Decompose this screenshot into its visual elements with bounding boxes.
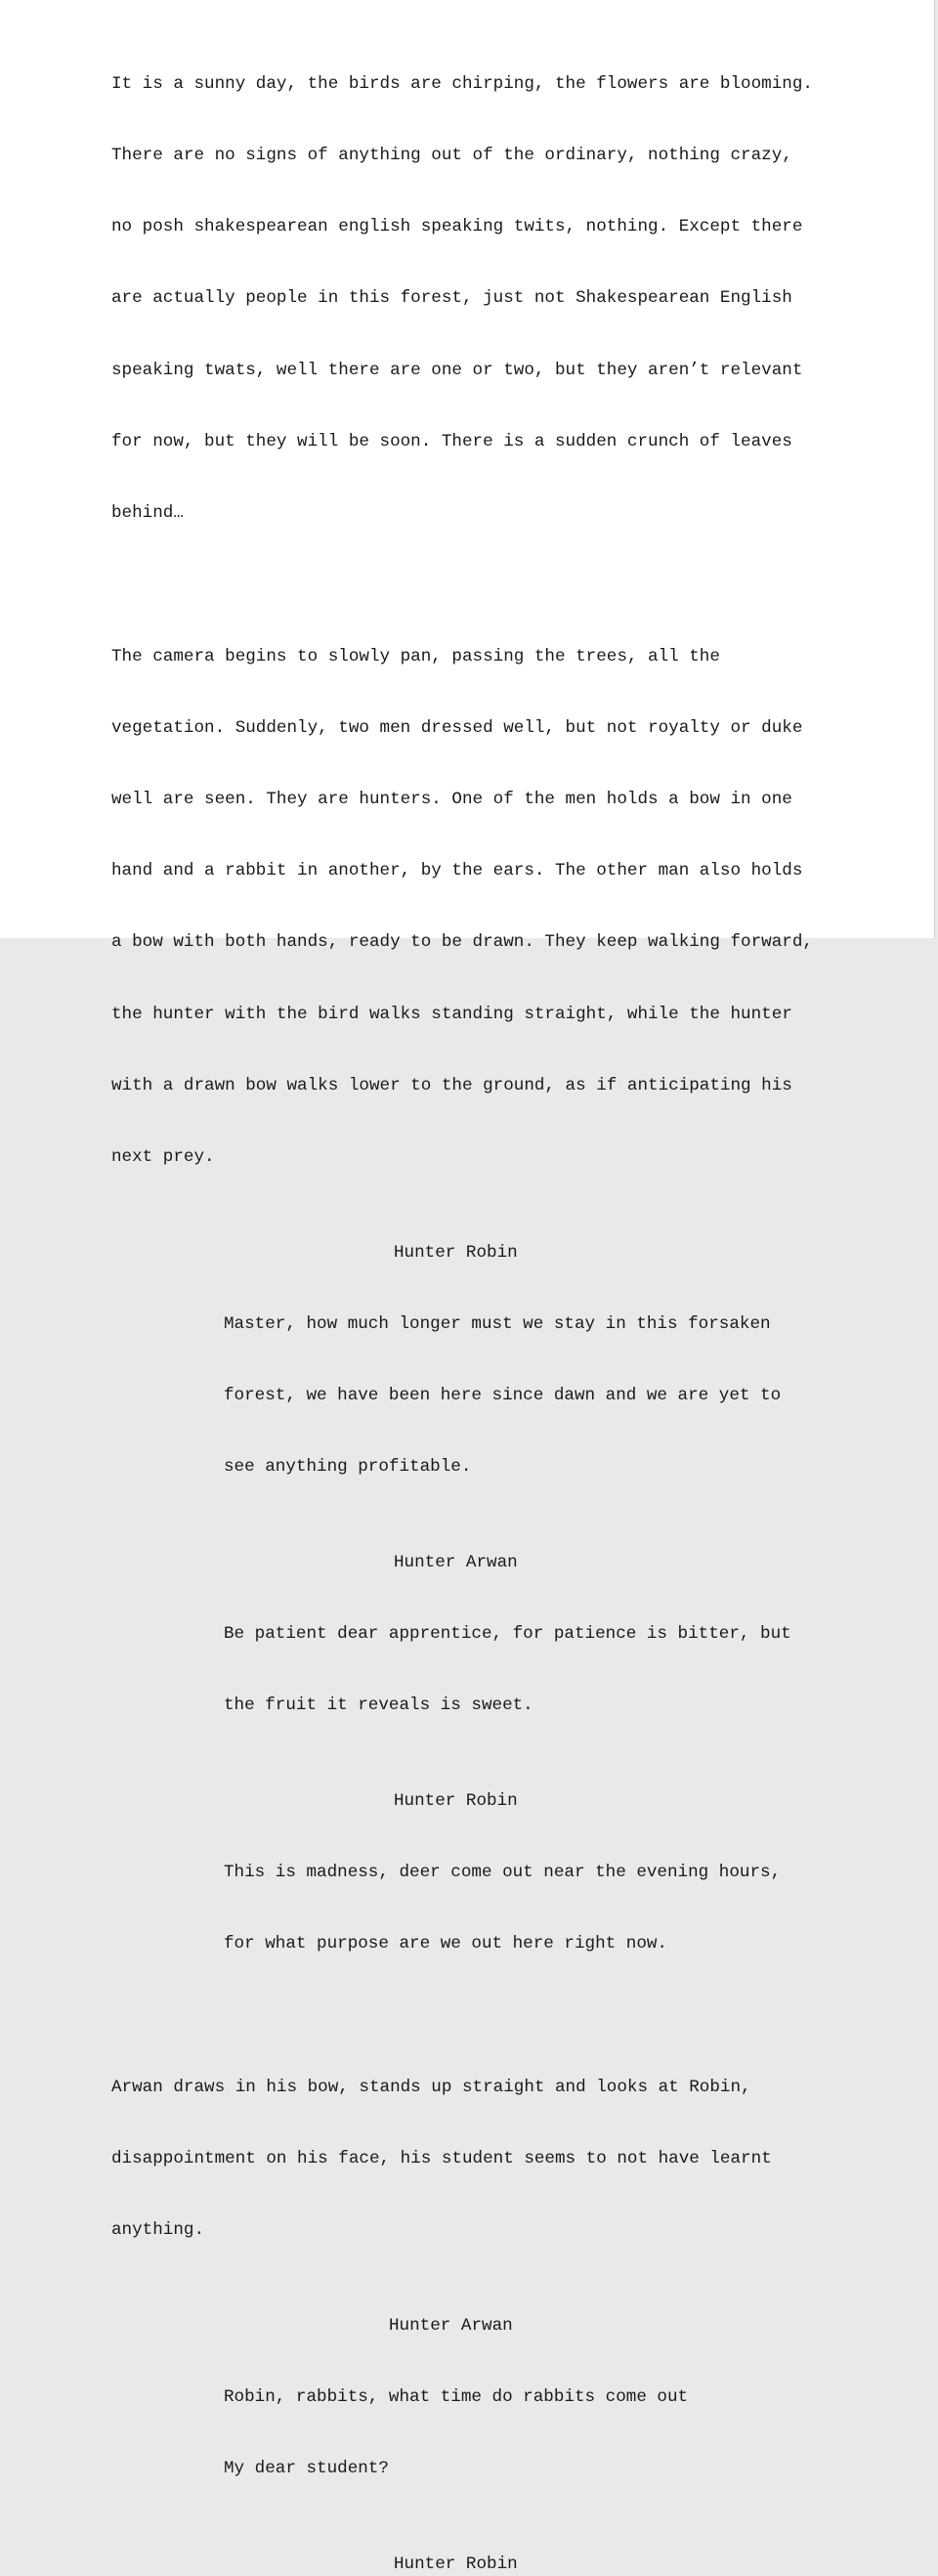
action-line: well are seen. They are hunters. One of the men holds a bow in one — [111, 789, 792, 809]
action-line: speaking twats, well there are one or two, but they aren’t relevant — [111, 360, 803, 380]
dialogue-line: the fruit it reveals is sweet. — [224, 1696, 533, 1716]
action-line: no posh shakespearean english speaking twits, nothing. Except there — [111, 217, 803, 237]
action-line: hand and a rabbit in another, by the ears. The other man also holds — [111, 861, 803, 881]
action-line: for now, but they will be soon. There is a sudden crunch of leaves — [111, 431, 792, 451]
action-line: disappointment on his face, his student seems to not have learnt — [111, 2149, 772, 2169]
dialogue-line: forest, we have been here since dawn and we are yet to — [224, 1386, 782, 1406]
action-line: It is a sunny day, the birds are chirping, the flowers are blooming. — [111, 73, 813, 94]
action-line: a bow with both hands, ready to be drawn. They keep walking forward, — [111, 932, 813, 953]
dialogue-line: Master, how much longer must we stay in this forsaken — [224, 1313, 771, 1334]
action-line: The camera begins to slowly pan, passing the trees, all the — [111, 646, 720, 666]
dialogue-block — [111, 1813, 834, 2003]
dialogue-line: Be patient dear apprentice, for patience is bitter, but — [224, 1624, 791, 1645]
action-line: behind… — [111, 503, 184, 524]
dialogue-line: This is madness, deer come out near the evening hours, — [224, 1863, 782, 1883]
action-line: There are no signs of anything out of the ordinary, nothing crazy, — [111, 146, 792, 166]
action-paragraph-camera-pan — [111, 597, 834, 1218]
character-name: Hunter Robin — [394, 1242, 518, 1263]
dialogue-line: for what purpose are we out here right now. — [224, 1934, 667, 1954]
action-line: anything. — [111, 2220, 205, 2241]
action-line: vegetation. Suddenly, two men dressed well, but not royalty or duke — [111, 717, 803, 738]
dialogue-block — [111, 1574, 834, 1765]
character-name: Hunter Robin — [394, 1791, 518, 1811]
action-line: Arwan draws in his bow, stands up straight and looks at Robin, — [111, 2077, 751, 2097]
action-line: the hunter with the bird walks standing straight, while the hunter — [111, 1004, 792, 1024]
character-name: Hunter Arwan — [389, 2315, 513, 2336]
character-name: Hunter Arwan — [394, 1552, 518, 1572]
dialogue-block — [111, 2338, 834, 2528]
action-line: with a drawn bow walks lower to the ground, as if anticipating his — [111, 1075, 792, 1095]
action-paragraph-opening — [111, 24, 834, 573]
dialogue-line: Robin, rabbits, what time do rabbits come out — [224, 2387, 689, 2408]
dialogue-line: see anything profitable. — [224, 1457, 472, 1478]
action-paragraph-arwan-draws — [111, 2028, 834, 2290]
action-line: next prey. — [111, 1147, 215, 1168]
dialogue-line: My dear student? — [224, 2459, 389, 2479]
dialogue-block — [111, 1265, 834, 1526]
screenplay-body — [111, 24, 834, 2576]
character-name: Hunter Robin — [394, 2554, 518, 2574]
action-line: are actually people in this forest, just not Shakespearean English — [111, 288, 792, 309]
